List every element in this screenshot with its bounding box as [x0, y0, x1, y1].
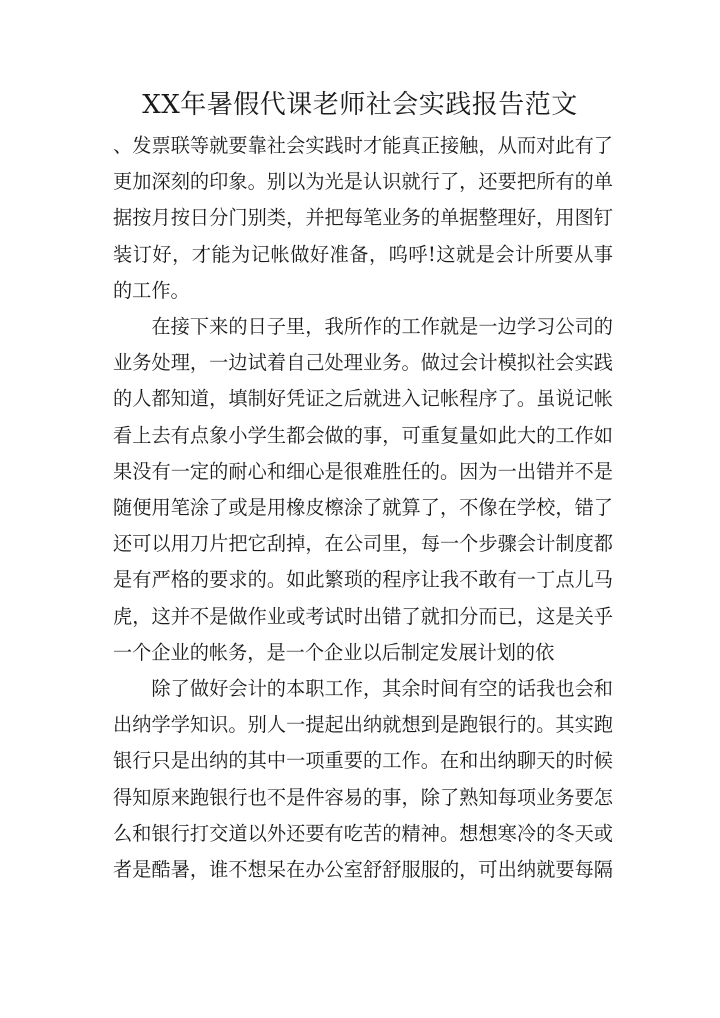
text-line: 的人都知道，填制好凭证之后就进入记帐程序了。虽说记帐: [113, 387, 613, 411]
paragraph-3: [113, 671, 613, 888]
text-line: 银行只是出纳的其中一项重要的工作。在和出纳聊天的时候: [113, 749, 613, 773]
text-line: 一个企业的帐务，是一个企业以后制定发展计划的依: [113, 640, 555, 664]
document-body: [113, 128, 613, 888]
text-line: 么和银行打交道以外还要有吃苦的精神。想想寒冷的冬天或: [113, 821, 613, 845]
text-line: 据按月按日分门别类，并把每笔业务的单据整理好，用图钉: [113, 206, 613, 230]
text-line: 看上去有点象小学生都会做的事，可重复量如此大的工作如: [113, 423, 613, 447]
paragraph-2: [113, 309, 613, 671]
text-line: 得知原来跑银行也不是件容易的事，除了熟知每项业务要怎: [113, 785, 613, 809]
text-line: 虎，这并不是做作业或考试时出错了就扣分而已，这是关乎: [113, 604, 613, 628]
text-line: 是有严格的要求的。如此繁琐的程序让我不敢有一丁点儿马: [113, 568, 613, 592]
paragraph-1: [113, 128, 613, 309]
text-line: 随便用笔涂了或是用橡皮檫涂了就算了，不像在学校，错了: [113, 496, 613, 520]
text-line: 除了做好会计的本职工作，其余时间有空的话我也会和: [151, 677, 613, 701]
text-line: 在接下来的日子里，我所作的工作就是一边学习公司的: [151, 315, 613, 339]
text-line: 业务处理，一边试着自己处理业务。做过会计模拟社会实践: [113, 351, 613, 375]
text-line: 装订好，才能为记帐做好准备，呜呼!这就是会计所要从事: [113, 242, 613, 266]
text-line: 还可以用刀片把它刮掉，在公司里，每一个步骤会计制度都: [113, 532, 613, 556]
text-line: 的工作。: [113, 278, 190, 302]
document-title: XX年暑假代课老师社会实践报告范文: [142, 90, 578, 120]
text-line: 果没有一定的耐心和细心是很难胜任的。因为一出错并不是: [113, 459, 613, 483]
text-line: 出纳学学知识。别人一提起出纳就想到是跑银行的。其实跑: [113, 713, 613, 737]
text-line: 更加深刻的印象。别以为光是认识就行了，还要把所有的单: [113, 170, 613, 194]
text-line: 者是酷暑，谁不想呆在办公室舒舒服服的，可出纳就要每隔: [113, 858, 613, 882]
text-line: 、发票联等就要靠社会实践时才能真正接触，从而对此有了: [113, 134, 613, 157]
